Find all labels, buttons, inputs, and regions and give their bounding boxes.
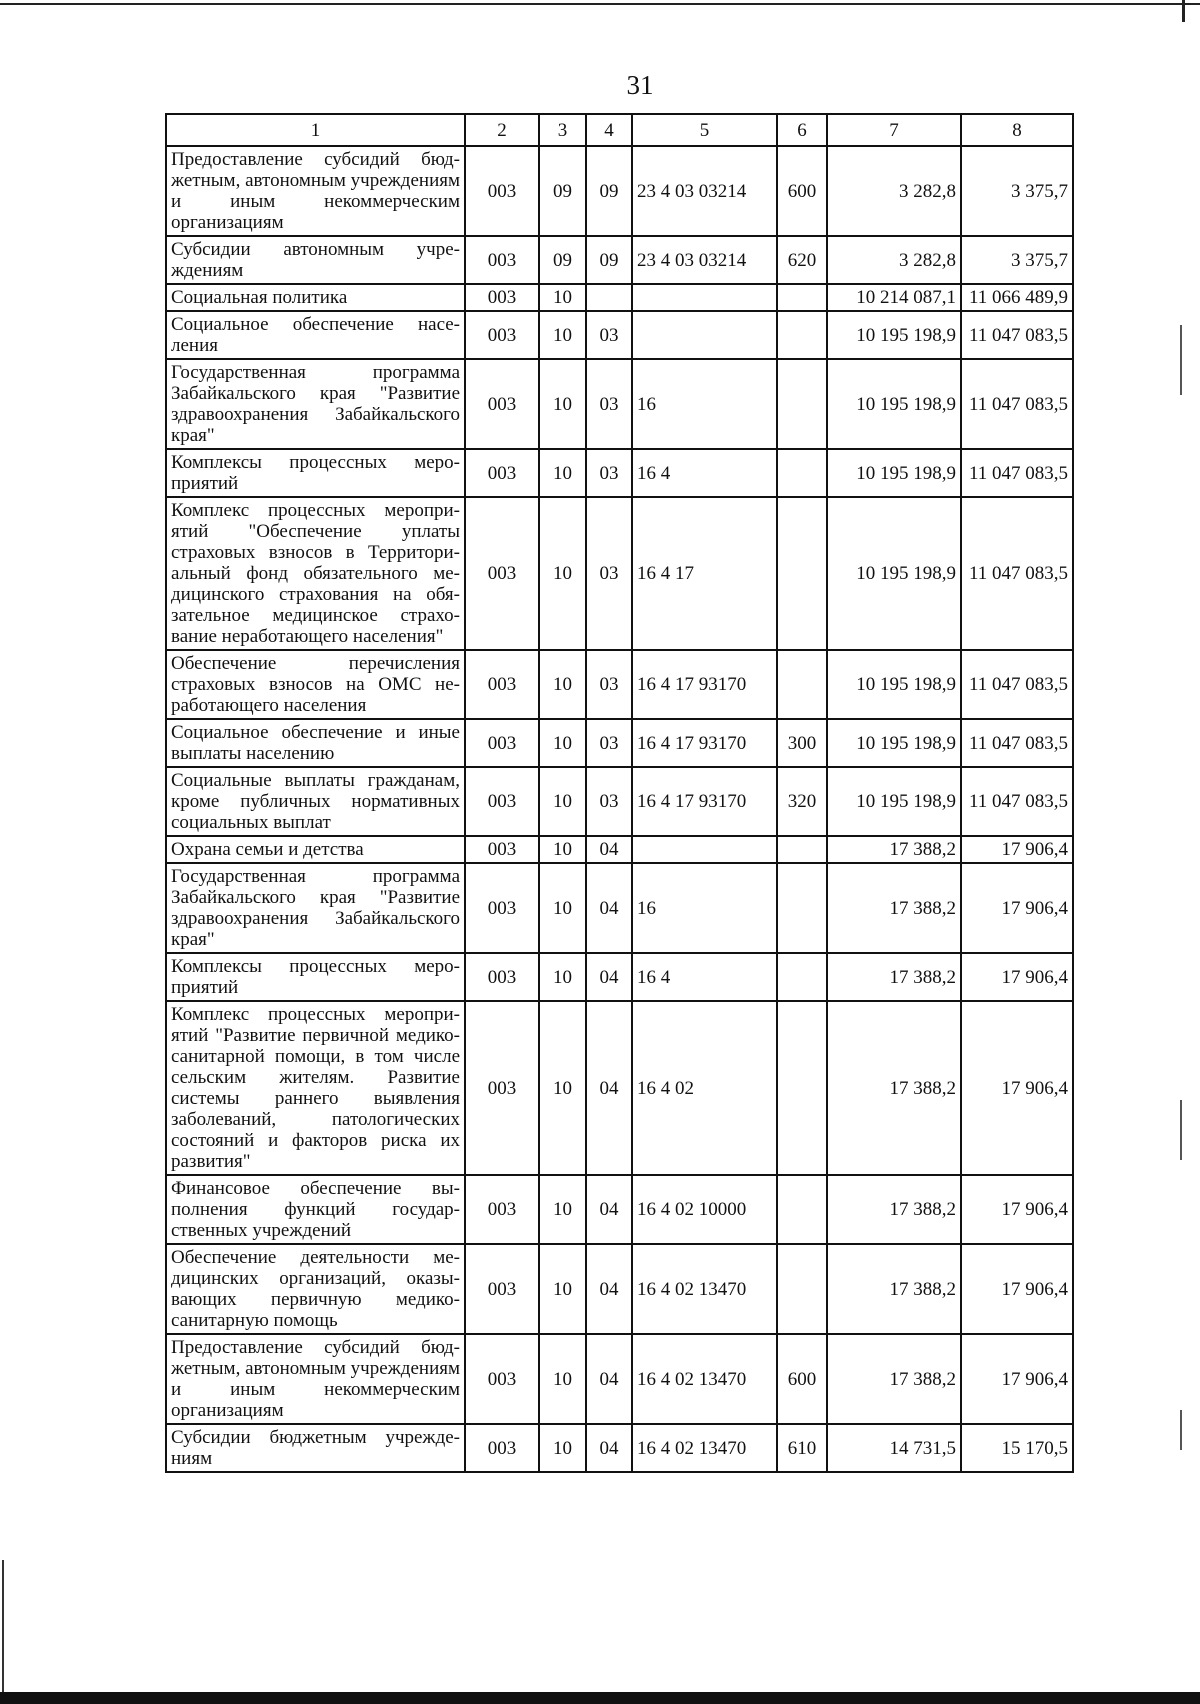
target-article-code: 16 4 17 xyxy=(632,497,777,650)
target-article-code: 23 4 03 03214 xyxy=(632,236,777,284)
target-article-code: 16 xyxy=(632,359,777,449)
amount-year-2: 17 906,4 xyxy=(961,1334,1073,1424)
amount-year-1: 10 195 198,9 xyxy=(827,767,961,836)
target-article-code: 16 4 02 13470 xyxy=(632,1334,777,1424)
subsection-code: 09 xyxy=(586,236,632,284)
amount-year-1: 10 195 198,9 xyxy=(827,497,961,650)
expense-type-code xyxy=(777,863,827,953)
scan-bottom-border xyxy=(0,1692,1200,1704)
ministry-code: 003 xyxy=(465,359,539,449)
ministry-code: 003 xyxy=(465,1001,539,1175)
subsection-code: 04 xyxy=(586,1424,632,1472)
subsection-code xyxy=(586,284,632,311)
amount-year-2: 17 906,4 xyxy=(961,1244,1073,1334)
page-number: 31 xyxy=(626,70,654,100)
column-header-2: 2 xyxy=(465,114,539,146)
expense-type-code: 610 xyxy=(777,1424,827,1472)
section-code: 10 xyxy=(539,1001,586,1175)
column-header-4: 4 xyxy=(586,114,632,146)
column-header-3: 3 xyxy=(539,114,586,146)
line-item-name: Социальные выплаты гражданам, кроме публичных нормативных социальных выплат xyxy=(166,767,465,836)
amount-year-1: 14 731,5 xyxy=(827,1424,961,1472)
ministry-code: 003 xyxy=(465,1334,539,1424)
section-code: 10 xyxy=(539,1424,586,1472)
amount-year-2: 11 047 083,5 xyxy=(961,767,1073,836)
expense-type-code: 620 xyxy=(777,236,827,284)
target-article-code xyxy=(632,311,777,359)
table-row xyxy=(166,311,1073,359)
ministry-code: 003 xyxy=(465,836,539,863)
column-header-6: 6 xyxy=(777,114,827,146)
table-row xyxy=(166,953,1073,1001)
table-row xyxy=(166,1001,1073,1175)
line-item-name: Предоставление субсидий бюджетным, автономным учреждениям и иным некоммерческим организациям xyxy=(166,1334,465,1424)
scan-top-border xyxy=(0,3,1200,5)
section-code: 09 xyxy=(539,146,586,236)
amount-year-2: 3 375,7 xyxy=(961,236,1073,284)
line-item-name: Комплексы процессных мероприятий xyxy=(166,953,465,1001)
expense-type-code: 600 xyxy=(777,146,827,236)
amount-year-2: 11 047 083,5 xyxy=(961,359,1073,449)
amount-year-2: 11 047 083,5 xyxy=(961,311,1073,359)
ministry-code: 003 xyxy=(465,284,539,311)
amount-year-1: 17 388,2 xyxy=(827,1001,961,1175)
column-header-8: 8 xyxy=(961,114,1073,146)
line-item-name: Субсидии автономным учреждениям xyxy=(166,236,465,284)
ministry-code: 003 xyxy=(465,650,539,719)
section-code: 10 xyxy=(539,767,586,836)
amount-year-1: 10 195 198,9 xyxy=(827,650,961,719)
target-article-code: 16 4 02 13470 xyxy=(632,1424,777,1472)
section-code: 10 xyxy=(539,953,586,1001)
subsection-code: 04 xyxy=(586,953,632,1001)
amount-year-2: 17 906,4 xyxy=(961,1001,1073,1175)
amount-year-2: 11 047 083,5 xyxy=(961,650,1073,719)
line-item-name: Государственная программа Забайкальского края "Развитие здравоохранения Забайкальского края" xyxy=(166,863,465,953)
scan-right-edge-mark xyxy=(1180,1100,1182,1160)
subsection-code: 04 xyxy=(586,1001,632,1175)
table-row xyxy=(166,1334,1073,1424)
ministry-code: 003 xyxy=(465,146,539,236)
subsection-code: 03 xyxy=(586,359,632,449)
line-item-name: Комплекс процессных мероприятий "Развитие первичной медико-санитарной помощи, в том числе сельским жителям. Развитие системы раннего выявления заболеваний, патологических состояний и факторов риска их развития" xyxy=(166,1001,465,1175)
expense-type-code xyxy=(777,1175,827,1244)
table-row xyxy=(166,767,1073,836)
amount-year-1: 17 388,2 xyxy=(827,1334,961,1424)
subsection-code: 03 xyxy=(586,311,632,359)
ministry-code: 003 xyxy=(465,1175,539,1244)
expense-type-code xyxy=(777,311,827,359)
expense-type-code xyxy=(777,497,827,650)
column-header-1: 1 xyxy=(166,114,465,146)
target-article-code: 16 4 17 93170 xyxy=(632,767,777,836)
table-header-row xyxy=(166,114,1073,146)
section-code: 10 xyxy=(539,311,586,359)
scan-left-edge-mark xyxy=(2,1560,4,1700)
expense-type-code xyxy=(777,359,827,449)
amount-year-2: 17 906,4 xyxy=(961,863,1073,953)
line-item-name: Субсидии бюджетным учреждениям xyxy=(166,1424,465,1472)
table-row xyxy=(166,650,1073,719)
table-row xyxy=(166,719,1073,767)
line-item-name: Обеспечение деятельности медицинских организаций, оказывающих первичную медико-санитарную помощь xyxy=(166,1244,465,1334)
target-article-code: 16 4 02 xyxy=(632,1001,777,1175)
line-item-name: Социальное обеспечение населения xyxy=(166,311,465,359)
subsection-code: 04 xyxy=(586,863,632,953)
amount-year-1: 3 282,8 xyxy=(827,146,961,236)
subsection-code: 04 xyxy=(586,836,632,863)
target-article-code xyxy=(632,284,777,311)
target-article-code: 16 4 xyxy=(632,953,777,1001)
target-article-code: 23 4 03 03214 xyxy=(632,146,777,236)
amount-year-2: 11 047 083,5 xyxy=(961,449,1073,497)
ministry-code: 003 xyxy=(465,767,539,836)
amount-year-1: 17 388,2 xyxy=(827,1244,961,1334)
table-row xyxy=(166,359,1073,449)
line-item-name: Предоставление субсидий бюджетным, автономным учреждениям и иным некоммерческим организациям xyxy=(166,146,465,236)
amount-year-2: 11 047 083,5 xyxy=(961,719,1073,767)
amount-year-1: 10 195 198,9 xyxy=(827,311,961,359)
expense-type-code xyxy=(777,449,827,497)
subsection-code: 03 xyxy=(586,767,632,836)
subsection-code: 03 xyxy=(586,719,632,767)
ministry-code: 003 xyxy=(465,497,539,650)
subsection-code: 04 xyxy=(586,1334,632,1424)
section-code: 10 xyxy=(539,449,586,497)
amount-year-1: 17 388,2 xyxy=(827,953,961,1001)
section-code: 10 xyxy=(539,497,586,650)
expense-type-code: 320 xyxy=(777,767,827,836)
expense-type-code xyxy=(777,1244,827,1334)
scan-right-edge-mark xyxy=(1180,325,1182,395)
section-code: 10 xyxy=(539,359,586,449)
amount-year-2: 17 906,4 xyxy=(961,1175,1073,1244)
target-article-code: 16 4 17 93170 xyxy=(632,719,777,767)
amount-year-1: 10 195 198,9 xyxy=(827,719,961,767)
line-item-name: Финансовое обеспечение выполнения функций государственных учреждений xyxy=(166,1175,465,1244)
table-row xyxy=(166,1175,1073,1244)
amount-year-2: 11 047 083,5 xyxy=(961,497,1073,650)
section-code: 10 xyxy=(539,650,586,719)
table-row xyxy=(166,1244,1073,1334)
target-article-code: 16 4 xyxy=(632,449,777,497)
section-code: 09 xyxy=(539,236,586,284)
target-article-code: 16 4 02 10000 xyxy=(632,1175,777,1244)
ministry-code: 003 xyxy=(465,863,539,953)
amount-year-2: 15 170,5 xyxy=(961,1424,1073,1472)
section-code: 10 xyxy=(539,836,586,863)
table-body xyxy=(166,146,1073,1472)
budget-table xyxy=(165,113,1074,1473)
table-row xyxy=(166,236,1073,284)
amount-year-1: 3 282,8 xyxy=(827,236,961,284)
ministry-code: 003 xyxy=(465,1244,539,1334)
scan-right-edge-mark xyxy=(1180,1410,1182,1450)
ministry-code: 003 xyxy=(465,953,539,1001)
subsection-code: 03 xyxy=(586,497,632,650)
section-code: 10 xyxy=(539,1334,586,1424)
ministry-code: 003 xyxy=(465,1424,539,1472)
amount-year-2: 3 375,7 xyxy=(961,146,1073,236)
section-code: 10 xyxy=(539,1244,586,1334)
target-article-code xyxy=(632,836,777,863)
target-article-code: 16 4 17 93170 xyxy=(632,650,777,719)
section-code: 10 xyxy=(539,284,586,311)
amount-year-1: 10 195 198,9 xyxy=(827,449,961,497)
subsection-code: 04 xyxy=(586,1244,632,1334)
table-row xyxy=(166,497,1073,650)
ministry-code: 003 xyxy=(465,311,539,359)
line-item-name: Комплексы процессных мероприятий xyxy=(166,449,465,497)
section-code: 10 xyxy=(539,863,586,953)
subsection-code: 09 xyxy=(586,146,632,236)
expense-type-code xyxy=(777,953,827,1001)
amount-year-2: 11 066 489,9 xyxy=(961,284,1073,311)
expense-type-code: 600 xyxy=(777,1334,827,1424)
table-row xyxy=(166,1424,1073,1472)
amount-year-1: 17 388,2 xyxy=(827,836,961,863)
line-item-name: Государственная программа Забайкальского края "Развитие здравоохранения Забайкальского края" xyxy=(166,359,465,449)
expense-type-code xyxy=(777,836,827,863)
amount-year-2: 17 906,4 xyxy=(961,953,1073,1001)
amount-year-1: 10 214 087,1 xyxy=(827,284,961,311)
scan-corner-mark xyxy=(1182,0,1185,22)
line-item-name: Комплекс процессных мероприятий "Обеспечение уплаты страховых взносов в Территориальный фонд обязательного медицинского страхования на обязательное медицинское страхование неработающего населения" xyxy=(166,497,465,650)
table-row xyxy=(166,284,1073,311)
target-article-code: 16 xyxy=(632,863,777,953)
amount-year-1: 17 388,2 xyxy=(827,1175,961,1244)
amount-year-2: 17 906,4 xyxy=(961,836,1073,863)
amount-year-1: 17 388,2 xyxy=(827,863,961,953)
table-row xyxy=(166,449,1073,497)
ministry-code: 003 xyxy=(465,719,539,767)
expense-type-code xyxy=(777,650,827,719)
expense-type-code xyxy=(777,284,827,311)
line-item-name: Охрана семьи и детства xyxy=(166,836,465,863)
column-header-7: 7 xyxy=(827,114,961,146)
target-article-code: 16 4 02 13470 xyxy=(632,1244,777,1334)
line-item-name: Социальное обеспечение и иные выплаты населению xyxy=(166,719,465,767)
table-row xyxy=(166,146,1073,236)
subsection-code: 03 xyxy=(586,650,632,719)
expense-type-code xyxy=(777,1001,827,1175)
subsection-code: 04 xyxy=(586,1175,632,1244)
section-code: 10 xyxy=(539,1175,586,1244)
expense-type-code: 300 xyxy=(777,719,827,767)
amount-year-1: 10 195 198,9 xyxy=(827,359,961,449)
line-item-name: Социальная политика xyxy=(166,284,465,311)
section-code: 10 xyxy=(539,719,586,767)
line-item-name: Обеспечение перечисления страховых взносов на ОМС неработающего населения xyxy=(166,650,465,719)
ministry-code: 003 xyxy=(465,449,539,497)
subsection-code: 03 xyxy=(586,449,632,497)
ministry-code: 003 xyxy=(465,236,539,284)
table-row xyxy=(166,863,1073,953)
column-header-5: 5 xyxy=(632,114,777,146)
table-row xyxy=(166,836,1073,863)
